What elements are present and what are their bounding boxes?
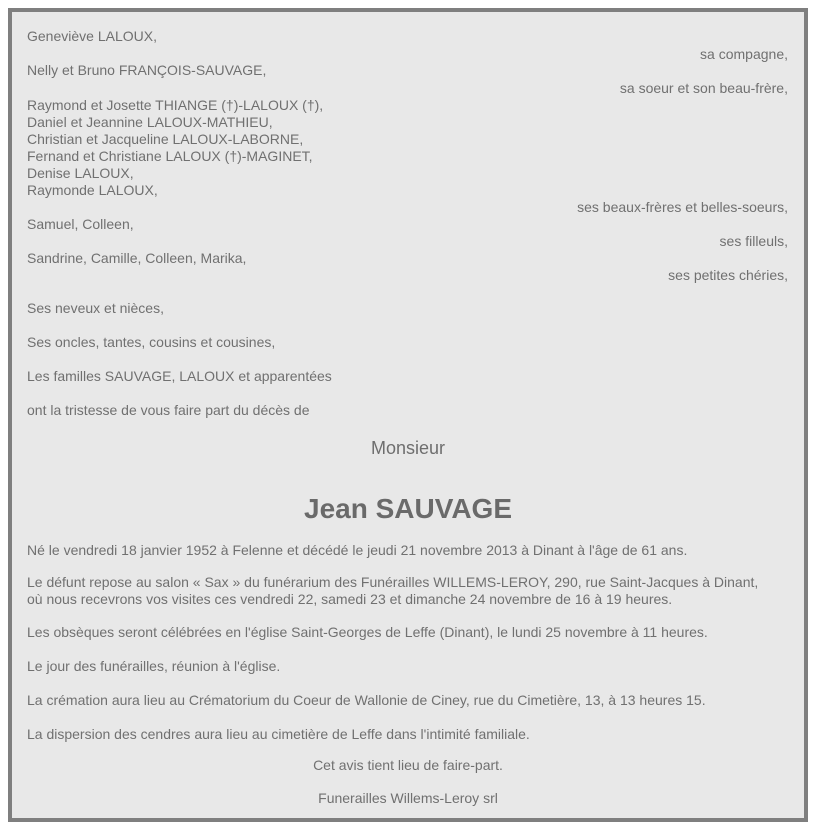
birth-death-line: Né le vendredi 18 janvier 1952 à Felenne et décédé le jeudi 21 novembre 2013 à Dinant à l'âge de 61 ans. <box>27 542 688 558</box>
darlings-names: Sandrine, Camille, Colleen, Marika, <box>27 250 247 266</box>
companion-name: Geneviève LALOUX, <box>27 28 157 44</box>
funeral-line: Les obsèques seront célébrées en l'église Saint-Georges de Leffe (Dinant), le lundi 25 novembre à 11 heures. <box>27 624 708 640</box>
death-notice <box>8 8 808 822</box>
in-law-name: Raymond et Josette THIANGE (†)-LALOUX (†), <box>27 97 324 113</box>
cremation-line: La crémation aura lieu au Crématorium du Coeur de Wallonie de Ciney, rue du Cimetière, 13, à 13 heures 15. <box>27 692 706 708</box>
in-law-name: Raymonde LALOUX, <box>27 182 158 198</box>
repose-line-2: où nous recevrons vos visites ces vendredi 22, samedi 23 et dimanche 24 novembre de 16 à 19 heures. <box>27 591 673 607</box>
in-laws-relation: ses beaux-frères et belles-soeurs, <box>577 199 788 215</box>
in-law-name: Fernand et Christiane LALOUX (†)-MAGINET, <box>27 148 313 164</box>
uncles-line: Ses oncles, tantes, cousins et cousines, <box>27 334 276 350</box>
deceased-name: Jean SAUVAGE <box>304 493 512 524</box>
meeting-line: Le jour des funérailles, réunion à l'église. <box>27 658 281 674</box>
repose-line-1: Le défunt repose au salon « Sax » du funérarium des Funérailles WILLEMS-LEROY, 290, rue Saint-Jacques à Dinant, <box>27 574 759 590</box>
nephews-line: Ses neveux et nièces, <box>27 300 164 316</box>
in-law-name: Daniel et Jeannine LALOUX-MATHIEU, <box>27 114 273 130</box>
announcement-line: ont la tristesse de vous faire part du décès de <box>27 402 310 418</box>
in-law-name: Christian et Jacqueline LALOUX-LABORNE, <box>27 131 304 147</box>
notice-line: Cet avis tient lieu de faire-part. <box>313 757 503 773</box>
company-line: Funerailles Willems-Leroy srl <box>318 790 498 806</box>
darlings-relation: ses petites chéries, <box>668 267 788 283</box>
in-law-name: Denise LALOUX, <box>27 165 134 181</box>
sister-relation: sa soeur et son beau-frère, <box>619 80 788 96</box>
companion-relation: sa compagne, <box>700 46 788 62</box>
sister-name: Nelly et Bruno FRANÇOIS-SAUVAGE, <box>27 62 267 78</box>
godchildren-relation: ses filleuls, <box>719 233 788 249</box>
ashes-line: La dispersion des cendres aura lieu au cimetière de Leffe dans l'intimité familiale. <box>27 726 530 742</box>
deceased-title: Monsieur <box>370 438 446 458</box>
godchildren-names: Samuel, Colleen, <box>27 216 134 232</box>
families-line: Les familles SAUVAGE, LALOUX et apparentées <box>27 368 332 384</box>
